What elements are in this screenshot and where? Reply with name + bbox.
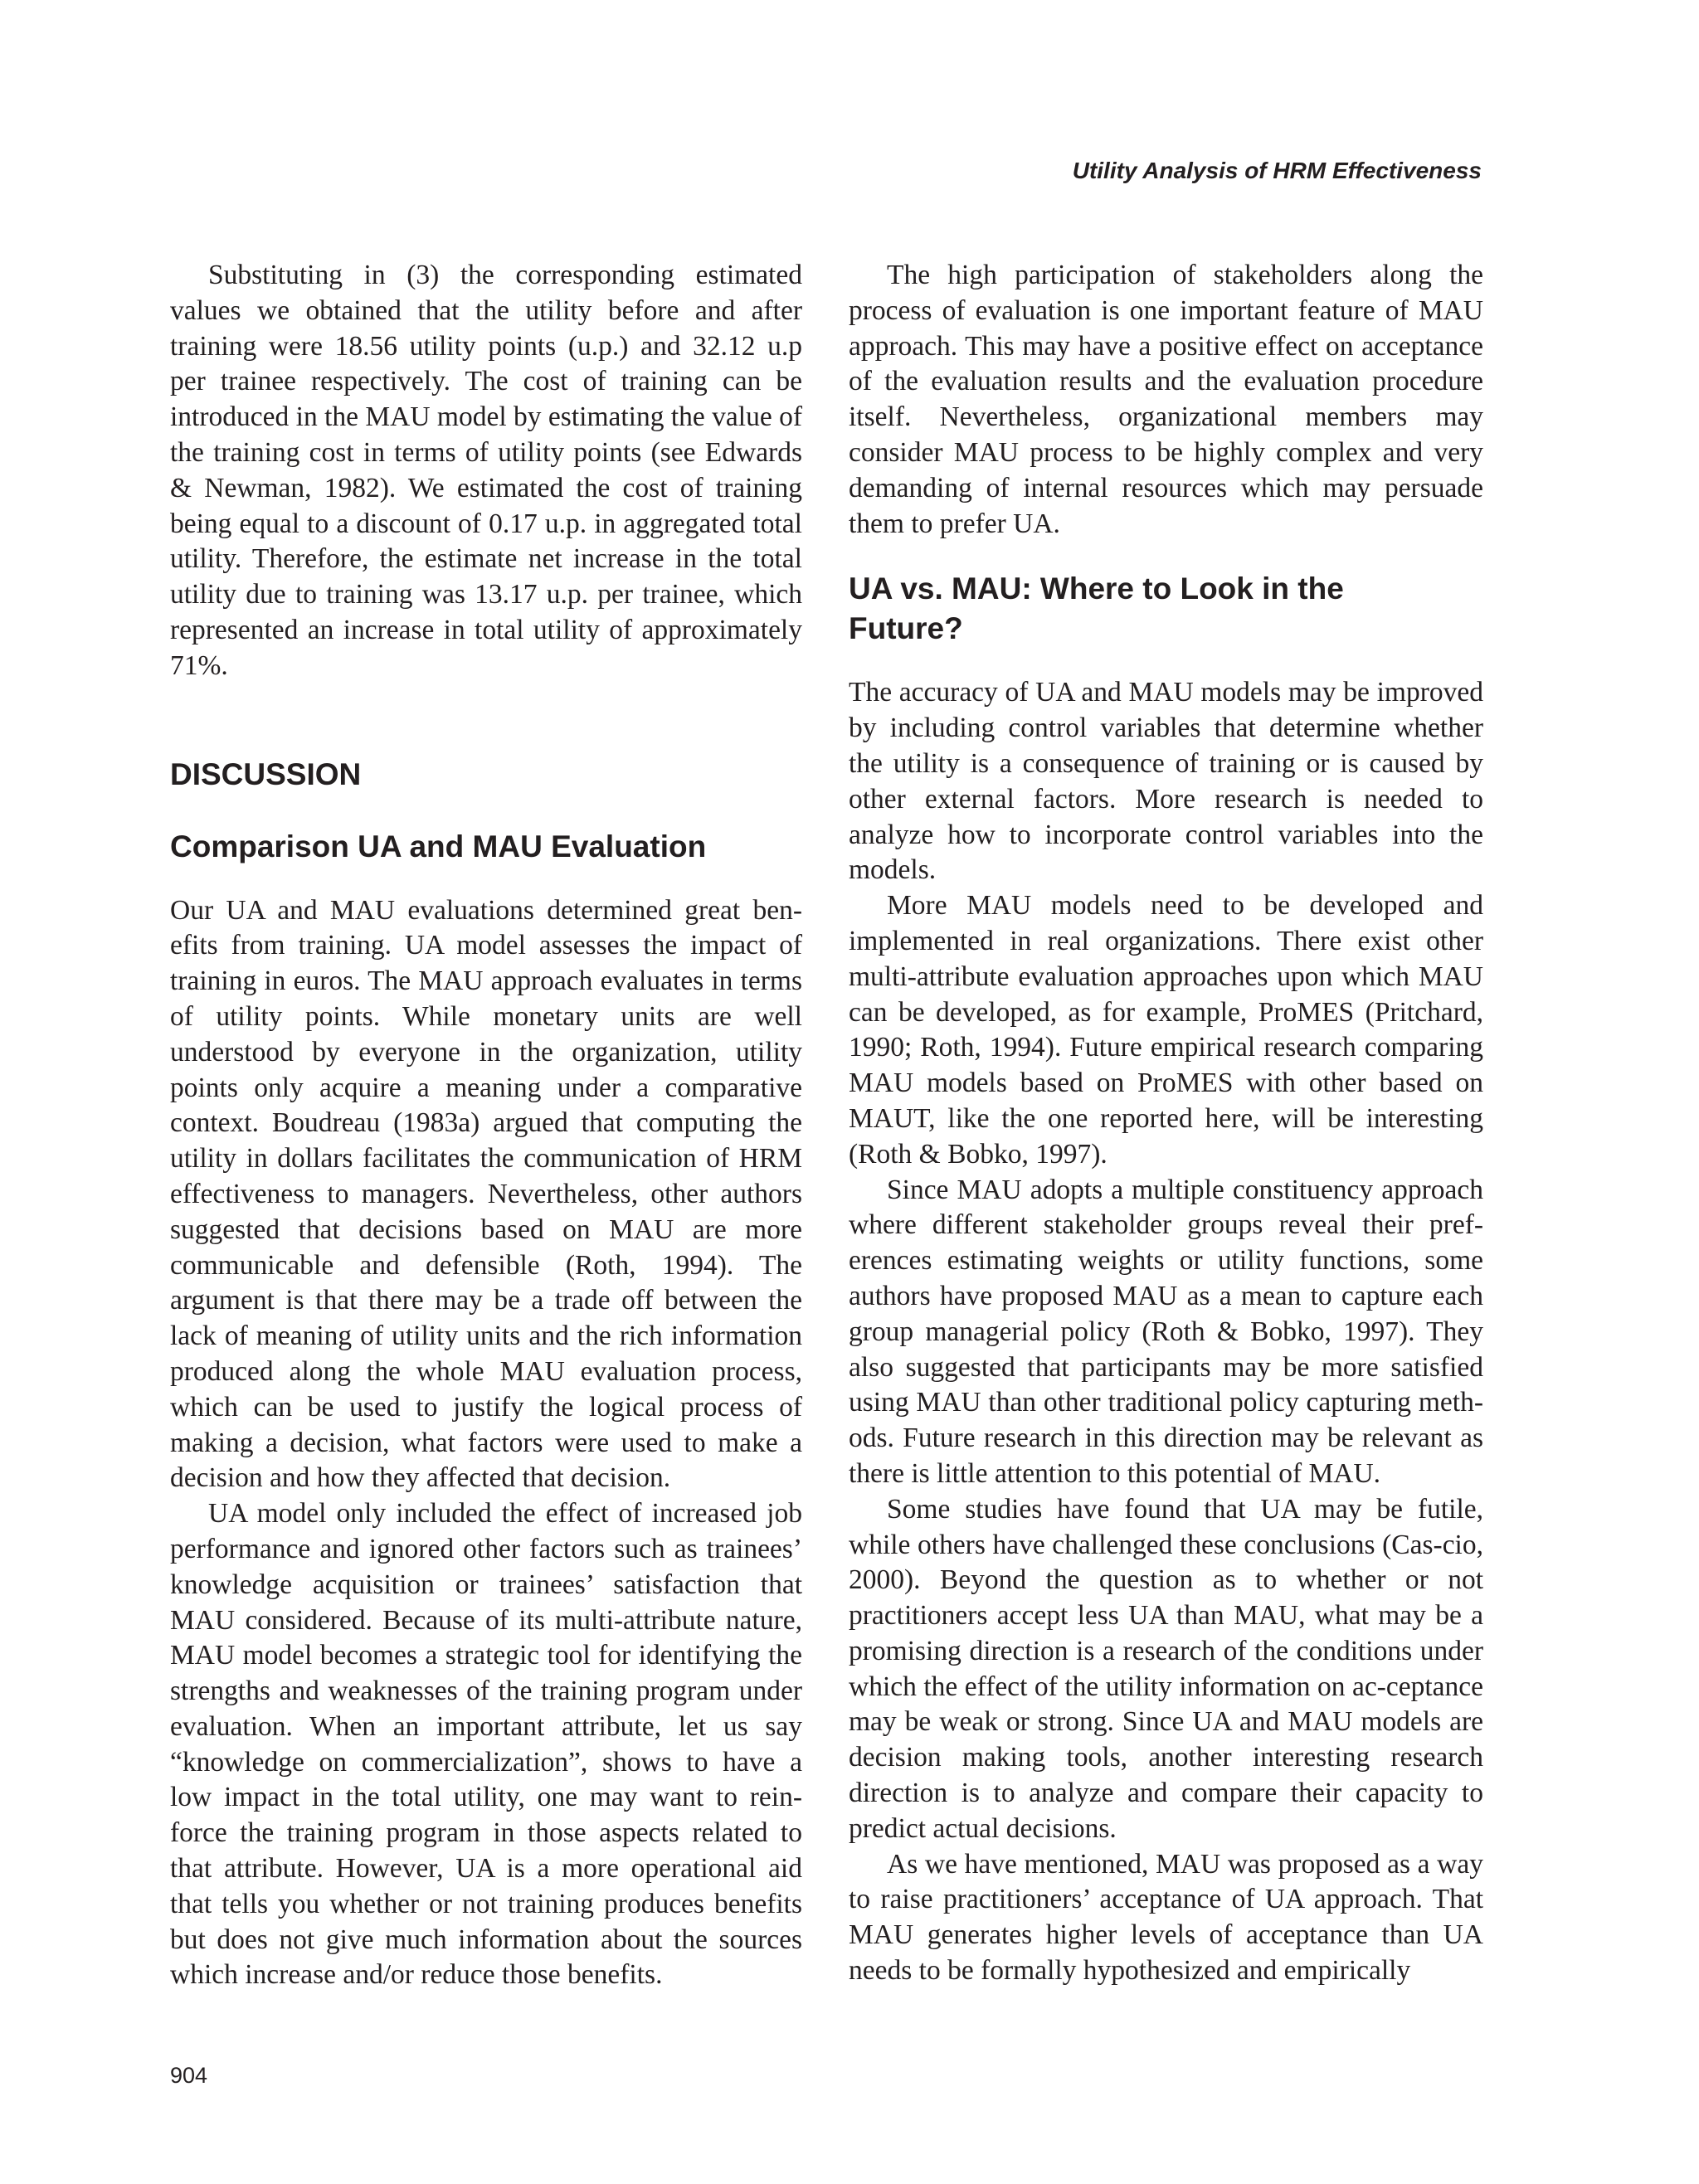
paragraph-more-mau-models: More MAU models need to be developed and implemented in real organizations. There exist other multi-attribute evaluation approaches upon which MAU can be developed, as for example, ProMES (Pritchard, 1990; Roth, 1994). Future empirical research comparing MAU models based on ProMES with other based on MAUT, like the one reported here, will be interesting (Roth & Bobko, 1997). xyxy=(849,890,1483,1170)
section-heading-discussion: DISCUSSION xyxy=(170,756,362,791)
running-head: Utility Analysis of HRM Effectiveness xyxy=(1072,158,1482,183)
heading-future-line-1: UA vs. MAU: Where to Look in the xyxy=(849,572,1344,606)
paragraph-futile-studies: Some studies have found that UA may be futile, while others have challenged these conclusions (Cas-cio, 2000). Beyond the question as to whether or not practitioners accept less UA than MAU, what may be a promising direction is a research of the conditions under which the effect of the utility information on ac-ceptance may be weak or strong. Since UA and MAU models are decision making tools, another interesting research direction is to analyze and compare their capacity to predict actual decisions. xyxy=(849,1493,1483,1844)
subsection-heading-future xyxy=(849,569,1483,649)
paragraph-accuracy: The accuracy of UA and MAU models may be improved by including control variables that determine whether the utility is a consequence of training or is caused by other external factors. More research is needed to analyze how to incorporate control variables into the models. xyxy=(849,677,1483,886)
paragraph-utility-results: Substituting in (3) the corresponding estimated values we obtained that the utility before and after training were 18.56 utility points (u.p.) and 32.12 u.p per trainee respectively. The cost of training can be introduced in the MAU model by estimating the value of the training cost in terms of utility points (see Edwards & Newman, 1982). We estimated the cost of training being equal to a discount of 0.17 u.p. in aggregated total utility. Therefore, the estimate net increase in the total utility due to training was 13.17 u.p. per trainee, which represented an increase in total utility of approximately 71%. xyxy=(170,260,802,681)
paragraph-ua-model: UA model only included the effect of increased job performance and ignored other factors such as trainees’ knowledge acquisition or trainees’ satisfaction that MAU considered. Because of its multi-attribute nature, MAU model becomes a strategic tool for identifying the strengths and weaknesses of the training program under evaluation. When an important attribute, let us say “knowledge on commercialization”, shows to have a low impact in the total utility, one may want to rein-force the training program in those aspects related to that attribute. However, UA is a more operational aid that tells you whether or not training produces benefits but does not give much information about the sources which increase and/or reduce those benefits. xyxy=(170,1498,802,1991)
paragraph-comparison: Our UA and MAU evaluations determined great ben-efits from training. UA model assesses the impact of training in euros. The MAU approach evaluates in terms of utility points. While monetary units are well understood by everyone in the organization, utility points only acquire a meaning under a comparative context. Boudreau (1983a) argued that computing the utility in dollars facilitates the communication of HRM effectiveness to managers. Nevertheless, other authors suggested that decisions based on MAU are more communicable and defensible (Roth, 1994). The argument is that there may be a trade off between the lack of meaning of utility units and the rich information produced along the whole MAU evaluation process, which can be used to justify the logical process of making a decision, what factors were used to make a decision and how they affected that decision. xyxy=(170,894,802,1494)
paragraph-stakeholders: The high participation of stakeholders along the process of evaluation is one important feature of MAU approach. This may have a positive effect on acceptance of the evaluation results and the evaluation procedure itself. Nevertheless, organizational members may consider MAU process to be highly complex and very demanding of internal resources which may persuade them to prefer UA. xyxy=(849,260,1483,539)
paragraph-multiple-constituency: Since MAU adopts a multiple constituency approach where different stakeholder groups reveal their pref-erences estimating weights or utility functions, some authors have proposed MAU as a mean to capture each group managerial policy (Roth & Bobko, 1997). They also suggested that participants may be more satisfied using MAU than other traditional policy capturing meth-ods. Future research in this direction may be relevant as there is little attention to this potential of MAU. xyxy=(849,1174,1483,1489)
left-column xyxy=(170,258,802,1993)
subsection-heading-comparison: Comparison UA and MAU Evaluation xyxy=(170,829,707,863)
page-number: 904 xyxy=(170,2063,208,2088)
paragraph-acceptance: As we have mentioned, MAU was proposed as a way to raise practitioners’ acceptance of UA approach. That MAU generates higher levels of acceptance than UA needs to be formally hypothesized and empirically xyxy=(849,1848,1483,1987)
right-column xyxy=(849,258,1483,1989)
heading-future-line-2: Future? xyxy=(849,611,963,646)
